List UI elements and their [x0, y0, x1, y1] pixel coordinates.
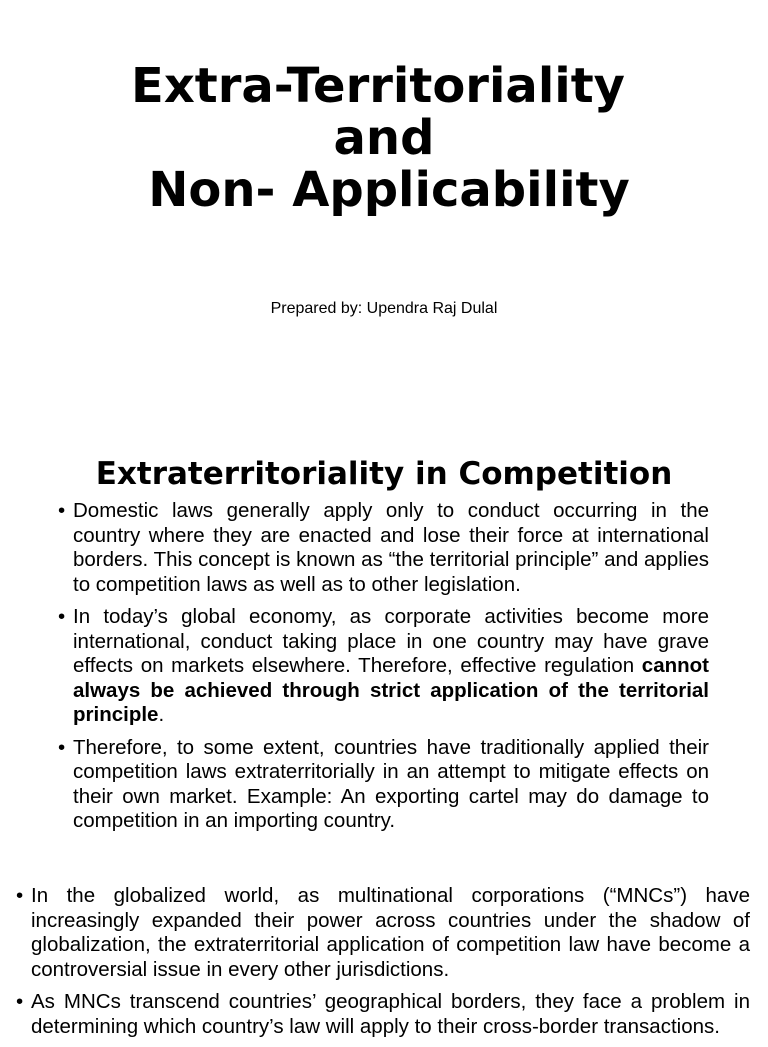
bullet-text: Domestic laws generally apply only to conduct occurring in the country where they are enacted and lose their force at international borders. This concept is known as “the territorial principle” and applies to competition laws as well as to other legislation.: [73, 499, 709, 596]
slide-title: [0, 60, 768, 216]
bullet-text: As MNCs transcend countries’ geographical borders, they face a problem in determining which country’s law will apply to their cross-border transactions.: [31, 990, 750, 1038]
title-line-2: and: [333, 110, 435, 166]
bullet-text: In today’s global economy, as corporate activities become more international, conduct taking place in one country may have grave effects on markets elsewhere. Therefore, effective regulation: [73, 605, 709, 677]
section-heading: Extraterritoriality in Competition: [95, 456, 673, 492]
bullet-item: [58, 499, 709, 597]
bullet-item: [16, 990, 750, 1039]
bullet-list: [58, 499, 709, 842]
title-line-1: Extra-Territoriality: [131, 58, 625, 114]
bullet-bold-text: cannot always be achieved through strict application of the territorial principle: [73, 654, 709, 726]
title-line-3: Non- Applicability: [148, 162, 630, 218]
author-subtitle: Prepared by: Upendra Raj Dulal: [270, 300, 498, 317]
bullet-item: [58, 736, 709, 834]
bullet-list: [16, 884, 750, 1047]
bullet-text-end: .: [158, 703, 165, 726]
bullet-item: [58, 605, 709, 728]
bullet-text: In the globalized world, as multinational corporations (“MNCs”) have increasingly expanded their power across countries under the shadow of globalization, the extraterritorial application of competition law have become a controversial issue in every other jurisdictions.: [31, 884, 750, 981]
bullet-item: [16, 884, 750, 982]
bullet-text: Therefore, to some extent, countries have traditionally applied their competition laws extraterritorially in an attempt to mitigate effects on their own market. Example: An exporting cartel may do damage to competition in an importing country.: [73, 735, 709, 832]
